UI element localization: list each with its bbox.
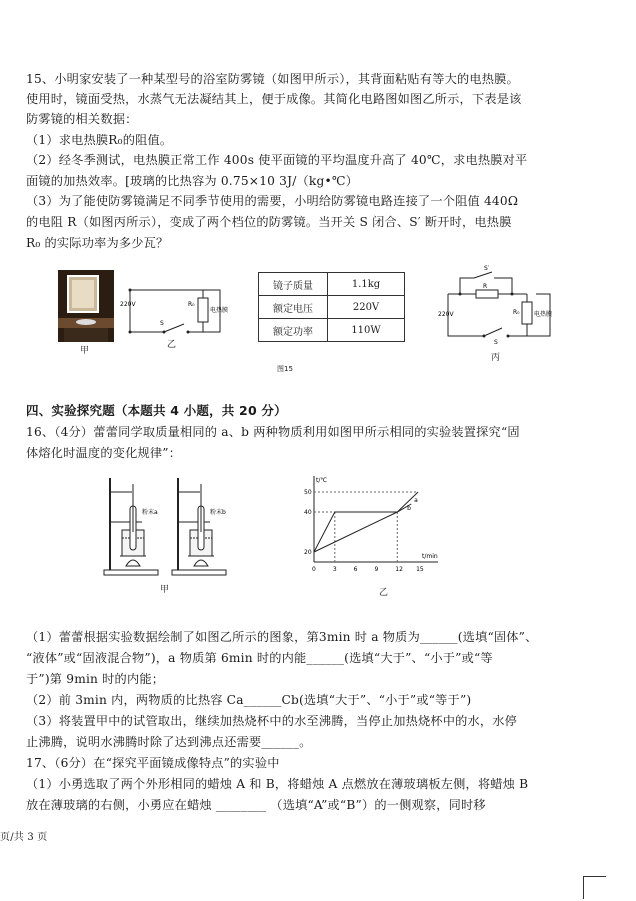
q15-line-6: 面镜的加热效率。[玻璃的比热容为 0.75×10 3J/（kg•℃） [26, 174, 359, 188]
fig15-yi-label: 乙 [167, 340, 177, 350]
circuit-yi [120, 282, 230, 342]
y-tick-label: 20 [304, 549, 312, 556]
apparatus-figure [98, 470, 238, 580]
q16-line-5: （3）将装置甲中的试管取出，继续加热烧杯中的水至沸腾，当停止加热烧杯中的水，水停 [26, 714, 518, 728]
bing-film: 电热膜 [534, 311, 553, 318]
x-tick-label: 12 [395, 566, 403, 573]
bing-r0: R₀ [513, 309, 520, 316]
q16-line-4: （2）前 3min 内，两物质的比热容 Ca______Cb(选填“大于”、“小于”或“等于”) [26, 693, 472, 707]
table-row [259, 296, 405, 319]
q16-line-2: “液体”或“固液混合物”)，a 物质第 6min 时的内能______(选填“大于”、“小于”或“等 [26, 651, 493, 665]
table-key: 额定功率 [259, 319, 328, 342]
q15-line-8: 的电阻 R（如图丙所示），变成了两个档位的防雾镜。当开关 S 闭合、S′ 断开时，电热膜 [26, 215, 512, 229]
q16-line-3: 于”)第 9min 时的内能； [26, 672, 165, 686]
bing-r: R [483, 283, 488, 290]
table-value: 220V [328, 296, 405, 319]
page-corner-mark [583, 876, 606, 899]
yi-film: 电热膜 [210, 307, 229, 314]
bing-voltage: 220V [438, 311, 454, 318]
page-footer: 页/共 3 页 [0, 832, 48, 843]
q16-intro-1: 16、（4分）蕾蕾同学取质量相同的 a、b 两种物质利用如图甲所示相同的实验装置探究“固 [26, 425, 520, 439]
y-tick-label: 40 [304, 509, 312, 516]
table-key: 额定电压 [259, 296, 328, 319]
q15-line-3: 防雾镜的相关数据： [26, 112, 138, 126]
fig16-jia-label: 甲 [160, 585, 170, 595]
q17-line-1: 17、（6分）在“探究平面镜成像特点”的实验中 [26, 756, 280, 770]
spec-table [258, 272, 405, 342]
x-tick-label: 15 [416, 566, 424, 573]
q15-line-2: 使用时，镜面受热，水蒸气无法凝结其上，便于成像。其简化电路图如图乙所示，下表是该 [26, 92, 522, 106]
yi-r0: R₀ [188, 301, 195, 308]
q15-line-9: R₀ 的实际功率为多少瓦？ [26, 236, 169, 250]
q15-line-7: （3）为了能使防雾镜满足不同季节使用的需要，小明给防雾镜电路连接了一个阻值 440Ω [26, 194, 519, 208]
q16-line-6: 止沸腾，说明水沸腾时除了达到沸点还需要______。 [26, 735, 312, 749]
yi-switch: S [160, 320, 164, 327]
bing-switch-s1: S′ [484, 265, 490, 272]
x-tick-label: 0 [312, 566, 316, 573]
series-label-b: b [407, 505, 411, 512]
mirror-photo [58, 270, 114, 342]
fig15-jia-label: 甲 [80, 346, 90, 356]
bing-switch-s: S [494, 339, 498, 344]
series-line-b [314, 504, 411, 552]
q17-line-3: 放在薄玻璃的右侧，小勇应在蜡烛 ________ （选填“A”或“B”）的一侧观察，同时移 [26, 798, 486, 812]
y-tick-label: 50 [304, 489, 312, 496]
q15-line-1: 15、小明家安装了一种某型号的浴室防雾镜（如图甲所示），其背面粘贴有等大的电热膜。 [26, 72, 519, 86]
table-row [259, 273, 405, 296]
table-value: 1.1kg [328, 273, 405, 296]
q17-line-2: （1）小勇选取了两个外形相同的蜡烛 A 和 B，将蜡烛 A 点燃放在薄玻璃板左侧，将蜡烛 B [26, 777, 529, 791]
q15-line-4: （1）求电热膜R₀的阻值。 [26, 133, 173, 147]
q15-line-5: （2）经冬季测试，电热膜正常工作 400s 使平面镜的平均温度升高了 40℃，求电热膜对平 [26, 153, 528, 167]
circuit-bing [438, 264, 558, 344]
y-axis-label: t/℃ [316, 477, 328, 484]
x-axis-label: t/min [422, 553, 438, 560]
fig15-caption: 图15 [277, 365, 293, 373]
x-tick-label: 3 [332, 566, 337, 573]
table-key: 镜子质量 [259, 273, 328, 296]
q16-intro-2: 体熔化时温度的变化规律”： [26, 446, 182, 460]
temperature-chart [292, 472, 442, 582]
powder-b-label: 粉末b [210, 509, 226, 516]
x-tick-label: 9 [374, 566, 379, 573]
series-label-a: a [414, 497, 418, 504]
powder-a-label: 粉末a [142, 509, 158, 516]
series-line-a [314, 492, 418, 552]
yi-voltage: 220V [120, 301, 136, 308]
q16-line-1: （1）蕾蕾根据实验数据绘制了如图乙所示的图象，第3min 时 a 物质为______(选填“固体”、 [26, 630, 538, 644]
apparatus-a [104, 478, 158, 575]
section-4-title: 四、实验探究题（本题共 4 小题，共 20 分） [26, 403, 287, 418]
fig16-yi-label: 乙 [379, 588, 389, 598]
table-value: 110W [328, 319, 405, 342]
fig15-bing-label: 丙 [491, 353, 501, 363]
x-tick-label: 6 [353, 566, 358, 573]
table-row [259, 319, 405, 342]
apparatus-b [172, 478, 226, 575]
